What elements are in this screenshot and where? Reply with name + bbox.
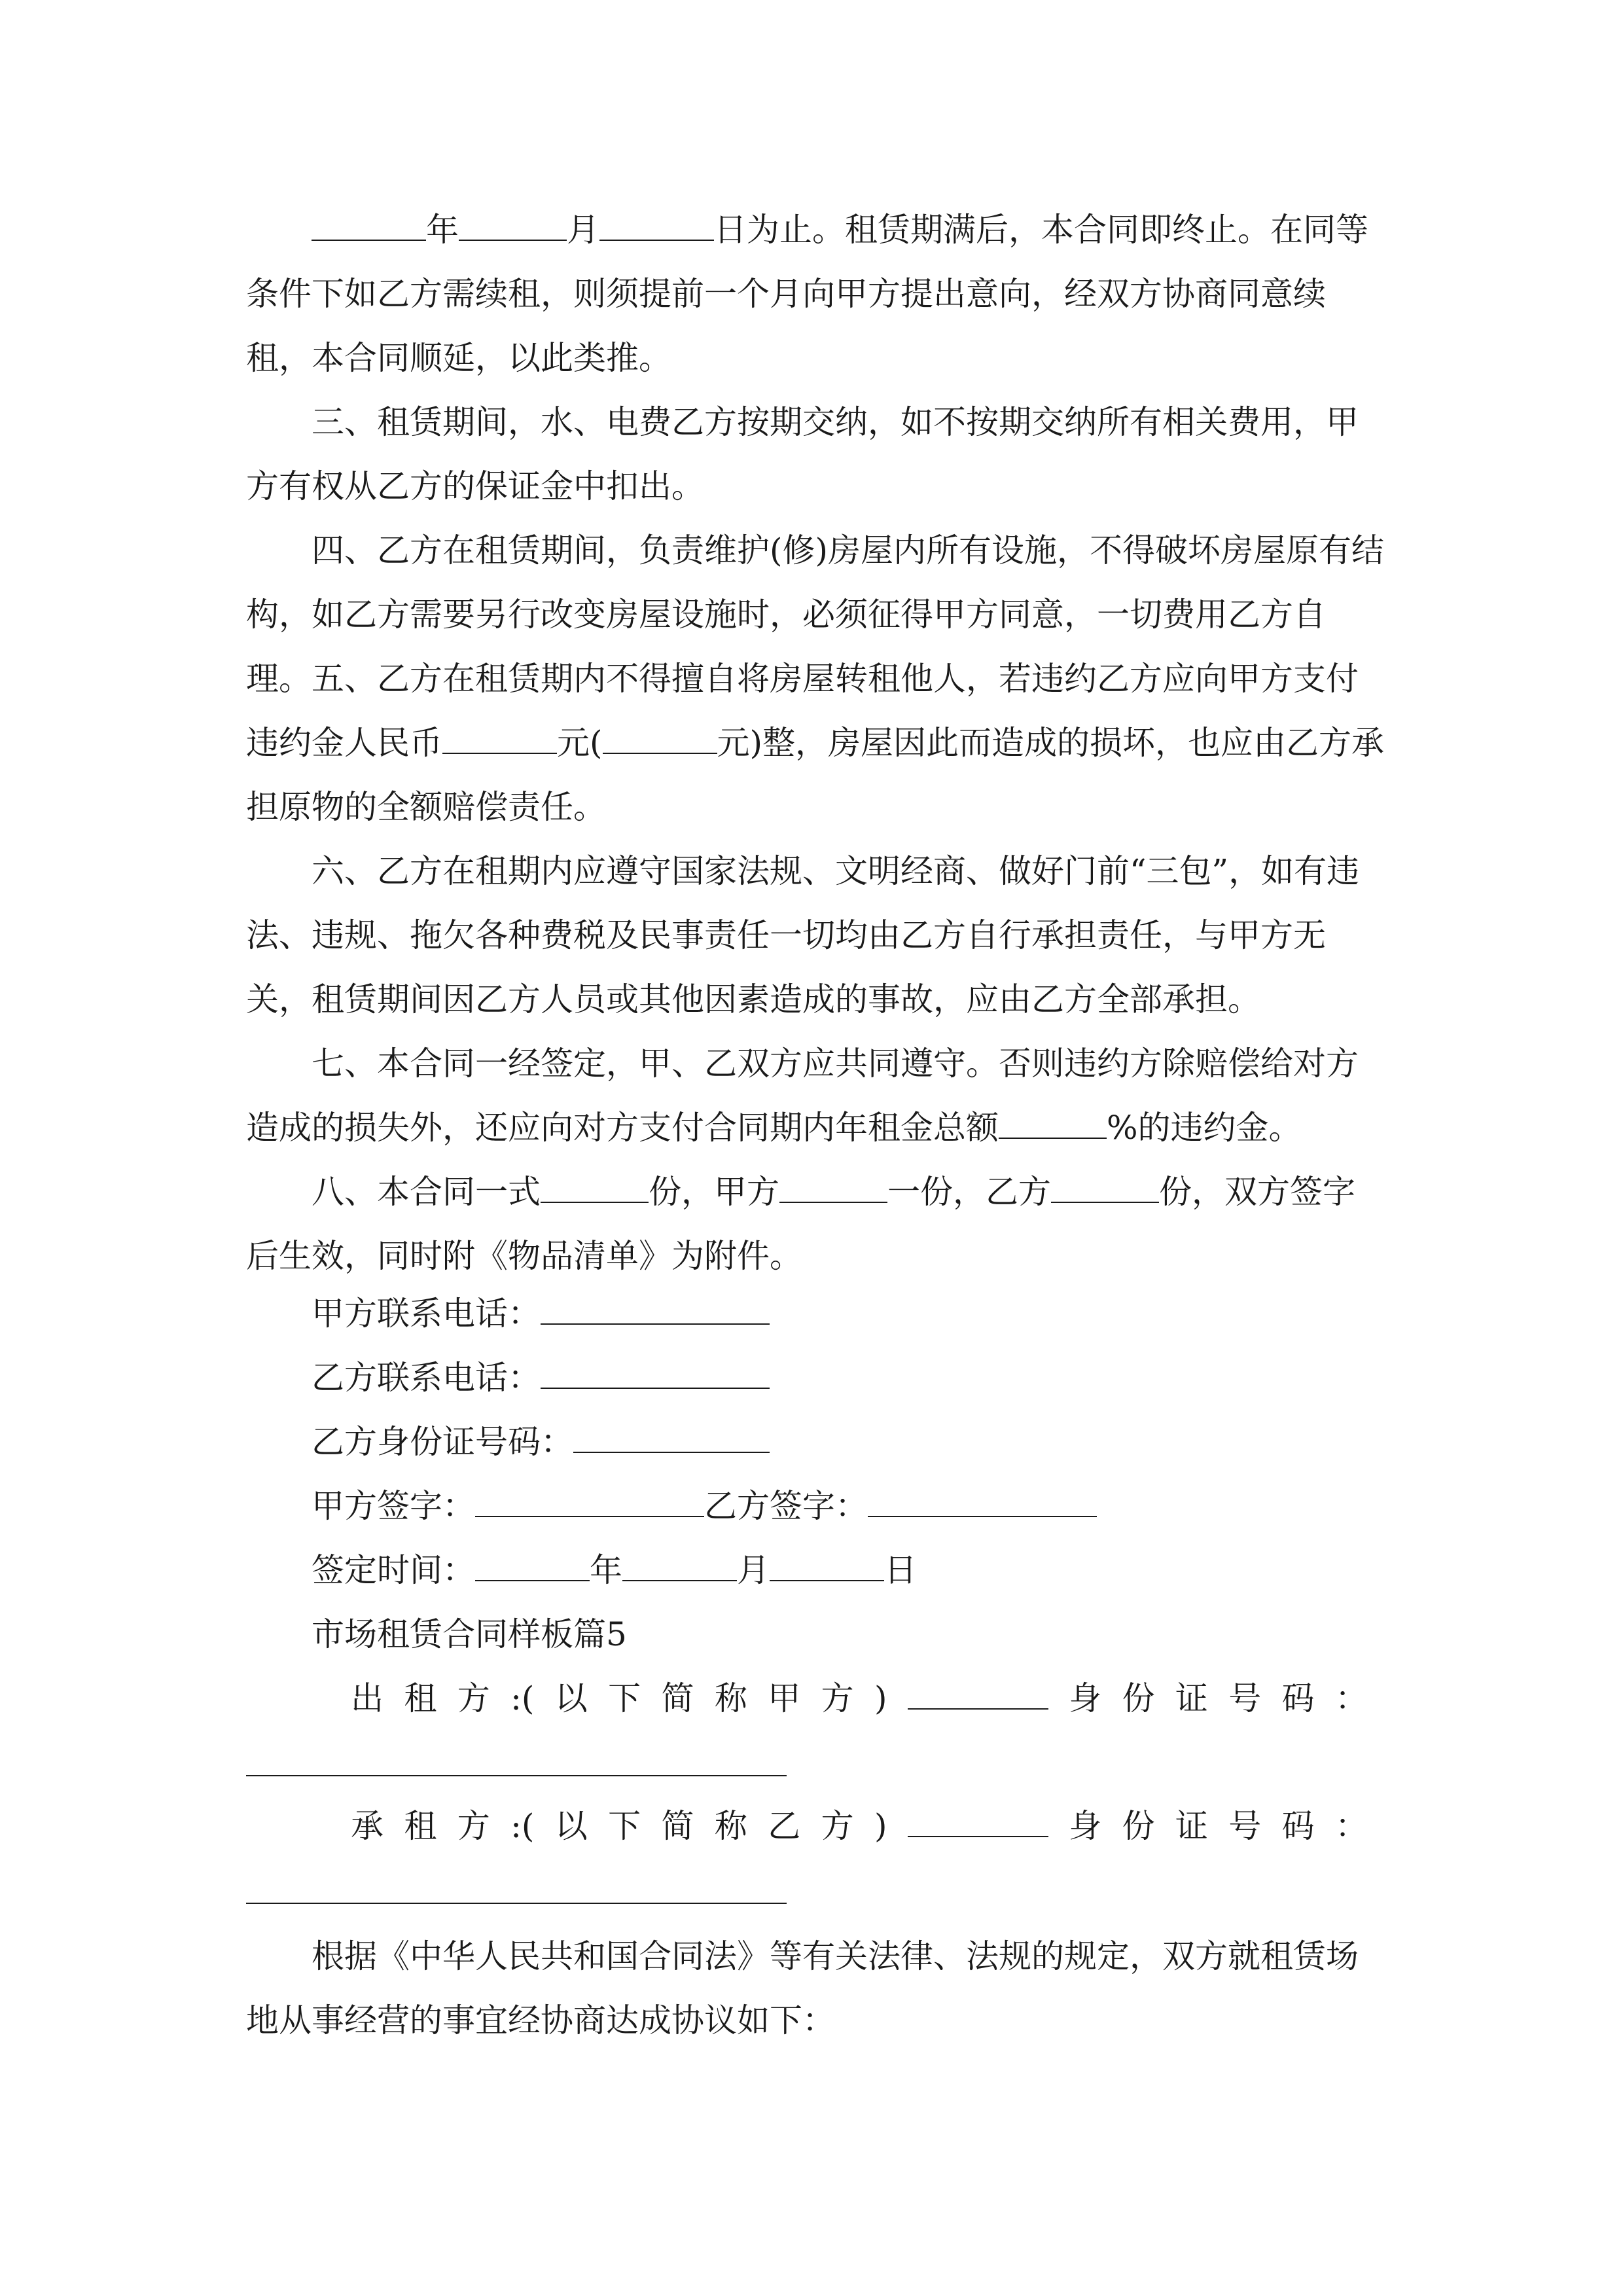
clause-6: 六、乙方在租期内应遵守国家法规、文明经商、做好门前“三包”，如有违法、违规、拖欠各种费税及民事责任一切均由乙方自行承担责任，与甲方无关，租赁期间因乙方人员或其他因素造成的事故，应由乙方全部承担。 bbox=[246, 852, 1360, 1018]
clause-5: 五、乙方在租赁期内不得擅自将房屋转租他人，若违约乙方应向甲方支付违约金人民币 元( 元)整，房屋因此而造成的损坏，也应由乙方承担原物的全额赔偿责任。 bbox=[246, 660, 1385, 826]
clause-8: 八、本合同一式 份，甲方 一份，乙方 份，双方签字后生效，同时附《物品清单》为附件。 bbox=[246, 1173, 1355, 1275]
lessee-row: 承 租 方 :( 以 下 简 称 乙 方 ) 身 份 证 号 码 ： bbox=[351, 1807, 1368, 1845]
party-a-phone-row: 甲方联系电话： bbox=[312, 1294, 770, 1333]
signature-row: 甲方签字： 乙方签字： bbox=[312, 1486, 1097, 1526]
blank-penalty-amount[interactable] bbox=[442, 726, 557, 754]
sign-date-day-field[interactable] bbox=[770, 1554, 884, 1581]
blank-month[interactable] bbox=[459, 213, 567, 241]
clause-7: 七、本合同一经签定，甲、乙双方应共同遵守。否则违约方除赔偿给对方造成的损失外，还应向对方支付合同期内年租金总额 %的违约金。 bbox=[246, 1045, 1359, 1147]
clause-3: 三、租赁期间，水、电费乙方按期交纳，如不按期交纳所有相关费用，甲方有权从乙方的保证金中扣出。 bbox=[246, 403, 1359, 505]
preamble: 根据《中华人民共和国合同法》等有关法律、法规的规定，双方就租赁场地从事经营的事宜经协商达成协议如下： bbox=[246, 1937, 1359, 2039]
party-b-signature-field[interactable] bbox=[868, 1490, 1097, 1517]
clause-2-continuation: 年 月 日为止。租赁期满后，本合同即终止。在同等条件下如乙方需续租，则须提前一个月向甲方提出意向，经双方协商同意续租，本合同顺延，以此类推。 bbox=[246, 211, 1368, 377]
blank-copies-total[interactable] bbox=[541, 1175, 649, 1203]
sign-date-month-field[interactable] bbox=[622, 1554, 737, 1581]
blank-penalty-amount-capital[interactable] bbox=[603, 726, 717, 754]
lessor-id-field[interactable] bbox=[246, 1775, 787, 1776]
party-a-signature-field[interactable] bbox=[475, 1490, 704, 1517]
blank-day[interactable] bbox=[599, 213, 714, 241]
blank-year[interactable] bbox=[312, 213, 426, 241]
sign-date-year-field[interactable] bbox=[475, 1554, 590, 1581]
sign-date-row: 签定时间： 年 月 日 bbox=[312, 1551, 917, 1589]
lessor-name-field[interactable] bbox=[908, 1682, 1048, 1710]
blank-copies-party-a[interactable] bbox=[779, 1175, 887, 1203]
blank-penalty-percent[interactable] bbox=[999, 1111, 1107, 1139]
party-b-id-row: 乙方身份证号码： bbox=[312, 1422, 770, 1462]
party-a-phone-field[interactable] bbox=[541, 1297, 770, 1325]
blank-copies-party-b[interactable] bbox=[1051, 1175, 1159, 1203]
lessor-row: 出 租 方 :( 以 下 简 称 甲 方 ) 身 份 证 号 码 ： bbox=[351, 1679, 1368, 1717]
section-title: 市场租赁合同样板篇5 bbox=[312, 1615, 627, 1653]
lessee-id-field[interactable] bbox=[246, 1903, 787, 1904]
party-b-phone-field[interactable] bbox=[541, 1361, 770, 1389]
party-b-phone-row: 乙方联系电话： bbox=[312, 1358, 770, 1397]
lessee-name-field[interactable] bbox=[908, 1810, 1048, 1837]
clause-4: 四、乙方在租赁期间，负责维护(修)房屋内所有设施，不得破坏房屋原有结构，如乙方需要另行改变房屋设施时，必须征得甲方同意，一切费用乙方自理。 bbox=[246, 531, 1385, 698]
party-b-id-field[interactable] bbox=[573, 1426, 770, 1453]
